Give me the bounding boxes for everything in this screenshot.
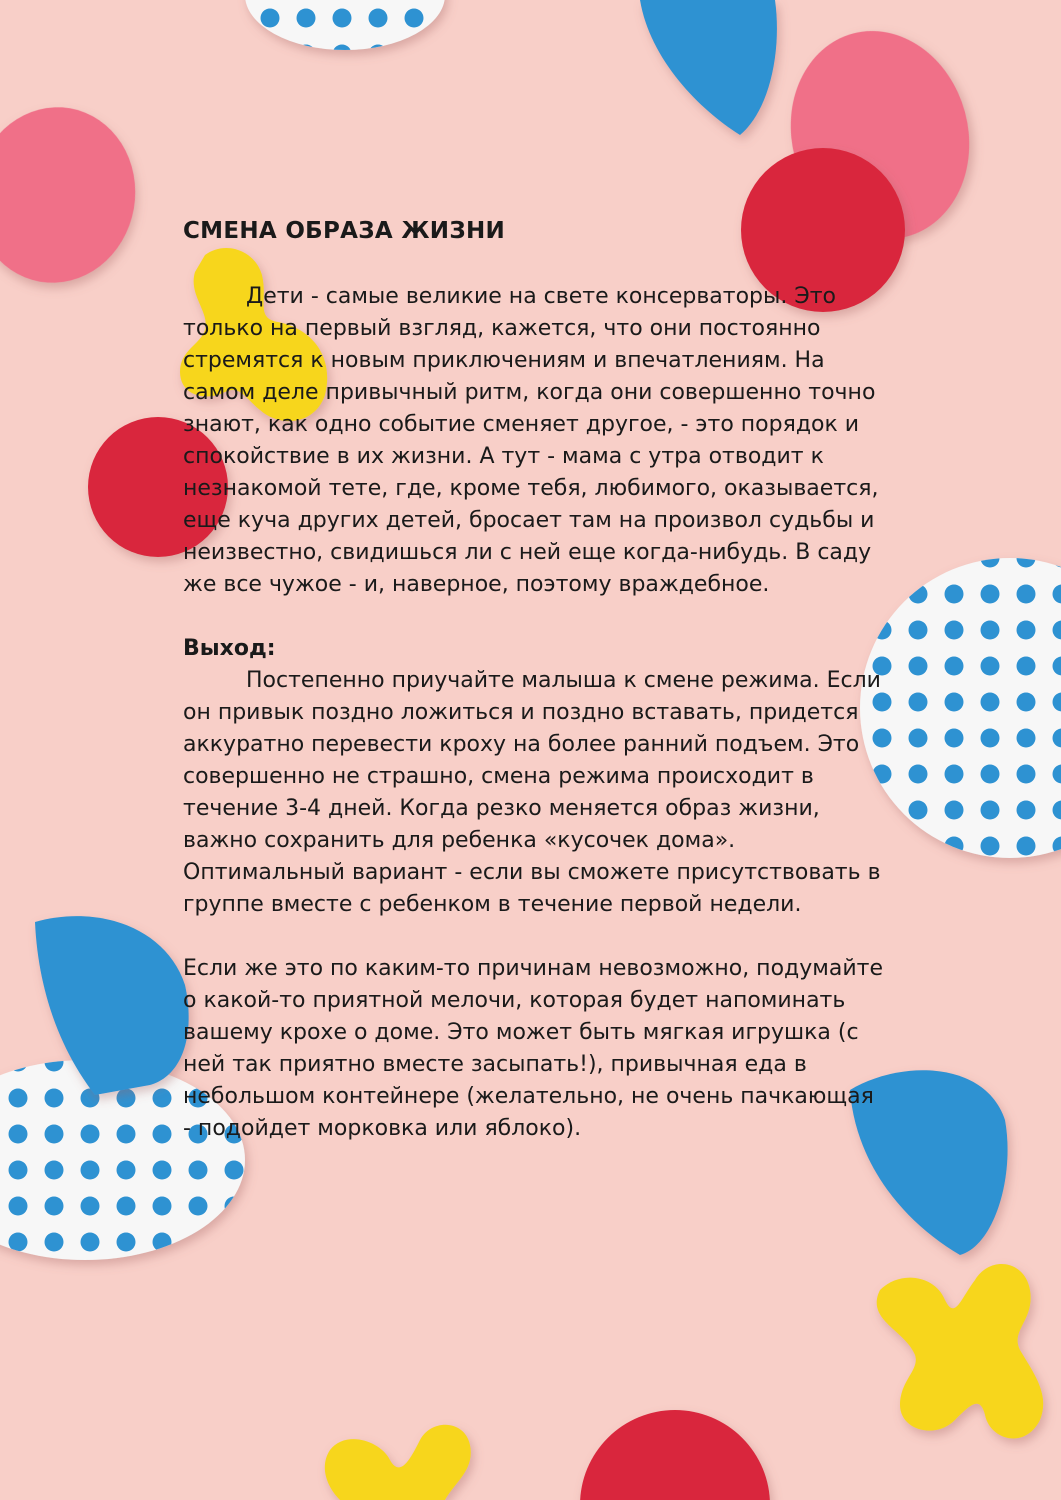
red-circle-bottom xyxy=(580,1410,770,1500)
yellow-blob-bottom xyxy=(325,1425,471,1500)
article xyxy=(183,218,883,1145)
dotted-disc-right xyxy=(860,558,1061,858)
paragraph-advice: Постепенно приучайте малыша к смене режима. Если он привык поздно ложиться и поздно вставать, придется аккуратно перевести кроху на более ранний подъем. Это совершенно не страшно, смена режима происходит в течение 3-4 дней. Когда резко меняется образ жизни, важно сохранить для ребенка «кусочек дома». Оптимальный вариант - если вы сможете присутствовать в группе вместе с ребенком в течение первой недели. xyxy=(183,668,881,917)
paragraph-alternative: Если же это по каким-то причинам невозможно, подумайте о какой-то приятной мелочи, которая будет напоминать вашему крохе о доме. Это может быть мягкая игрушка (с ней так приятно вместе засыпать!), привычная еда в небольшом контейнере (желательно, не очень пачкающая - подойдет морковка или яблоко). xyxy=(183,956,883,1141)
page-title: СМЕНА ОБРАЗА ЖИЗНИ xyxy=(183,218,506,244)
blue-leaf-top xyxy=(640,0,777,135)
dotted-disc-top xyxy=(245,0,445,50)
section-heading-exit: Выход: xyxy=(183,636,276,661)
paragraph-intro: Дети - самые великие на свете консерваторы. Это только на первый взгляд, кажется, что они постоянно стремятся к новым приключениям и впечатлениям. На самом деле привычный ритм, когда они совершенно точно знают, как одно событие сменяет другое, - это порядок и спокойствие в их жизни. А тут - мама с утра отводит к незнакомой тете, где, кроме тебя, любимого, оказывается, еще куча других детей, бросает там на произвол судьбы и неизвестно, свидишься ли с ней еще когда-нибудь. В саду же все чужое - и, наверное, поэтому враждебное. xyxy=(183,284,879,597)
pink-oval-left xyxy=(0,94,149,295)
yellow-blob-bottom-right xyxy=(877,1264,1044,1439)
